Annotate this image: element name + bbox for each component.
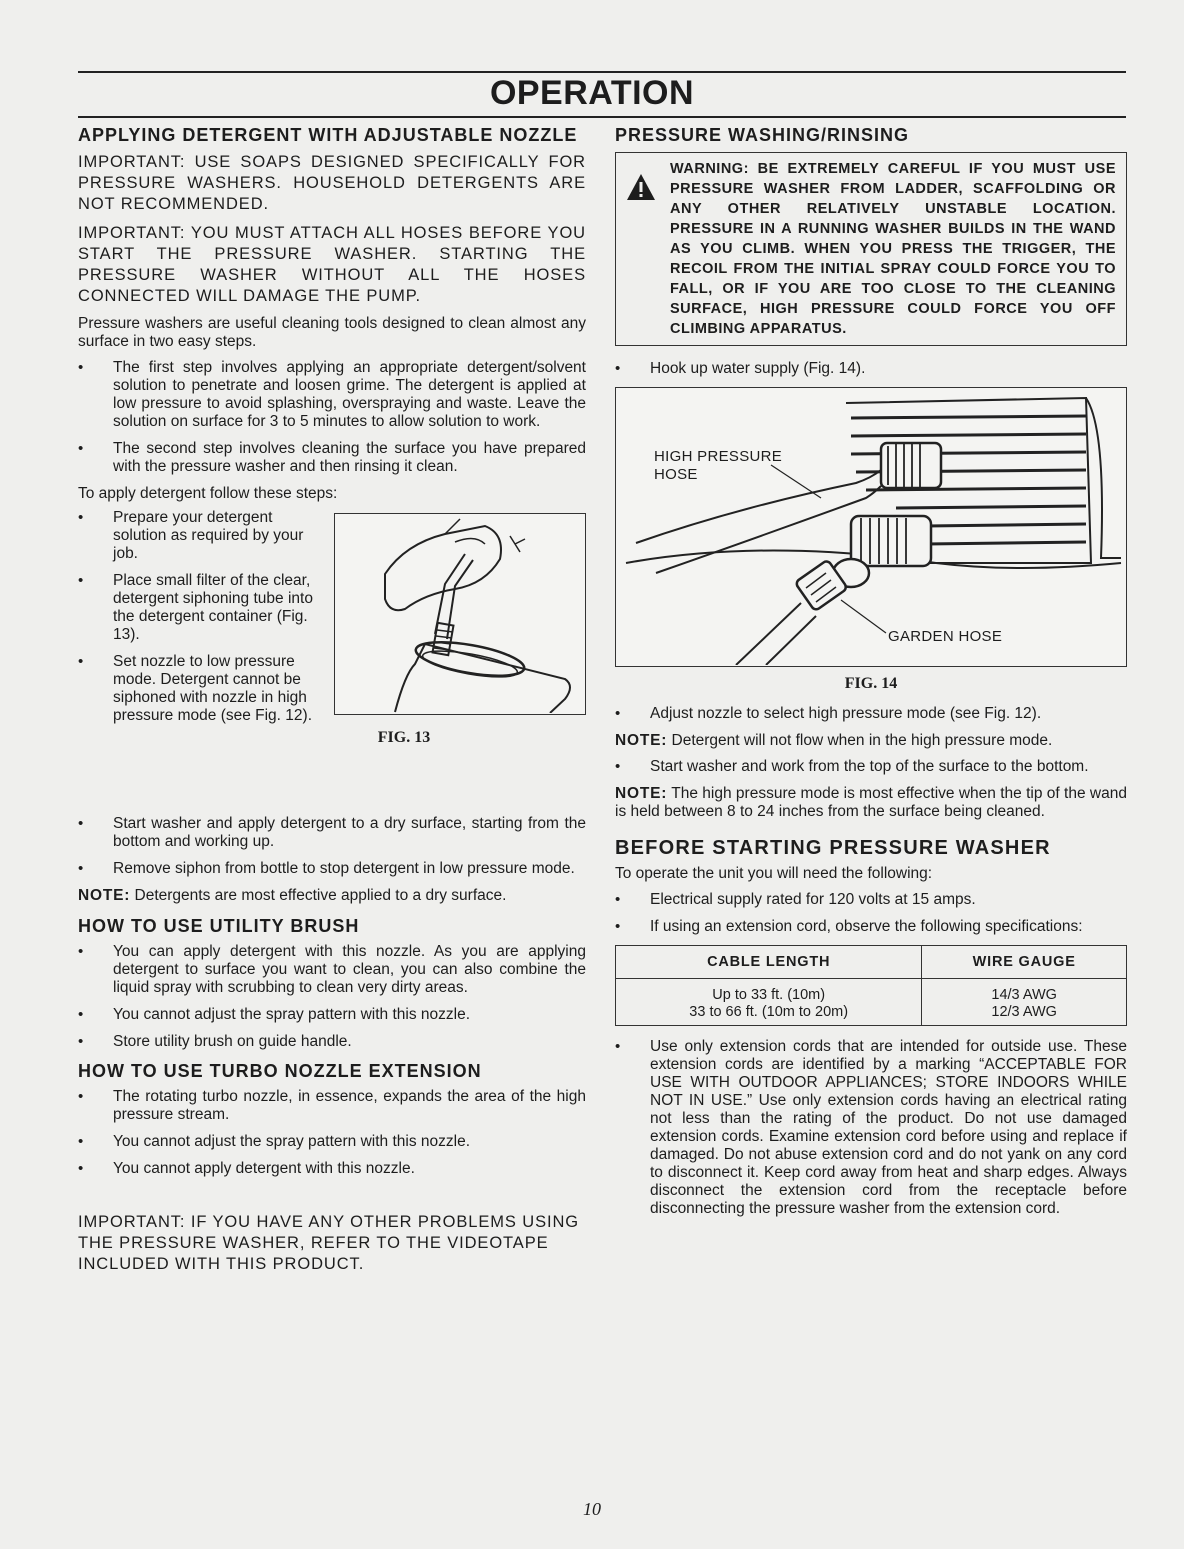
page-title: OPERATION — [489, 74, 695, 112]
warning-text: WARNING: BE EXTREMELY CAREFUL IF YOU MUST USE PRESSURE WASHER FROM LADDER, SCAFFOLDING OR ANY OTHER RELATIVELY UNSTABLE LOCATION. PRESSURE IN A RUNNING WASHER BUILDS IN THE WAND AS YOU CLIMB. WHEN YOU PRESS THE TRIGGER, THE RECOIL FROM THE INITIAL SPRAY COULD FORCE YOU TO FALL, OR IF YOU ARE TOO CLOSE TO THE CLEANING SURFACE, HIGH PRESSURE COULD FORCE YOU OFF CLIMBING APPARATUS. — [670, 161, 1116, 337]
right-column — [615, 124, 1127, 1227]
note-distance — [615, 785, 1127, 821]
note-text: Detergent will not flow when in the high pressure mode. — [667, 732, 1053, 749]
list-item: • Start washer and work from the top of the surface to the bottom. — [615, 758, 1127, 776]
siphon-bottle-drawing — [335, 514, 584, 713]
high-pressure-hose-label — [654, 448, 782, 484]
list-item: • The first step involves applying an appropriate detergent/solvent solution to penetrate and loosen grime. The detergent is applied at low pressure to avoid splashing, overspraying and waste. Leave the solution on surface for 3 to 5 minutes to allow solution to work. — [78, 359, 586, 431]
before-list — [615, 891, 1127, 936]
label-line: HIGH PRESSURE — [654, 448, 783, 465]
cord-list — [615, 1038, 1127, 1218]
adjust-list — [615, 705, 1127, 723]
important-videotape: IMPORTANT: IF YOU HAVE ANY OTHER PROBLEMS USING THE PRESSURE WASHER, REFER TO THE VIDEOTAPE INCLUDED WITH THIS PRODUCT. — [78, 1213, 580, 1273]
turbo-heading: HOW TO USE TURBO NOZZLE EXTENSION — [78, 1061, 482, 1081]
table-cell: Up to 33 ft. (10m) — [616, 979, 922, 1005]
note-label: NOTE: — [615, 732, 668, 749]
table-cell: 12/3 AWG — [922, 1004, 1127, 1026]
list-item: • Set nozzle to low pressure mode. Detergent cannot be siphoned with nozzle in high pressure mode (see Fig. 12). — [78, 653, 330, 725]
column-header-wire-gauge: WIRE GAUGE — [922, 946, 1127, 979]
list-item: • Place small filter of the clear, detergent siphoning tube into the detergent container (Fig. 13). — [78, 572, 330, 644]
left-column — [78, 124, 586, 1283]
table-header-row — [616, 946, 1127, 979]
list-item: • You cannot apply detergent with this nozzle. — [78, 1160, 586, 1178]
list-item: • If using an extension cord, observe the following specifications: — [615, 918, 1127, 936]
page-number: 10 — [583, 1499, 601, 1519]
apply-bullets — [78, 815, 586, 878]
before-heading: BEFORE STARTING PRESSURE WASHER — [615, 837, 1051, 859]
label-line: HOSE — [654, 466, 698, 483]
column-header-cable-length: CABLE LENGTH — [616, 946, 922, 979]
brush-list — [78, 943, 586, 1051]
list-item: • Prepare your detergent solution as required by your job. — [78, 509, 330, 563]
table-cell: 14/3 AWG — [922, 979, 1127, 1005]
rinsing-heading: PRESSURE WASHING/RINSING — [615, 125, 910, 145]
fig14-caption: FIG. 14 — [844, 675, 898, 692]
list-item: • Hook up water supply (Fig. 14). — [615, 360, 1127, 378]
list-item: • Remove siphon from bottle to stop detergent in low pressure mode. — [78, 860, 586, 878]
list-item: • You cannot adjust the spray pattern with this nozzle. — [78, 1006, 586, 1024]
turbo-list — [78, 1088, 586, 1178]
intro-text: Pressure washers are useful cleaning tools designed to clean almost any surface in two easy steps. — [78, 315, 586, 350]
note-text: The high pressure mode is most effective when the tip of the wand is held between 8 to 24 inches from the surface being cleaned. — [615, 785, 1127, 820]
detergent-heading: APPLYING DETERGENT WITH ADJUSTABLE NOZZLE — [78, 125, 578, 145]
note-text: Detergents are most effective applied to a dry surface. — [130, 887, 507, 904]
list-item: • You cannot adjust the spray pattern with this nozzle. — [78, 1133, 586, 1151]
start-list — [615, 758, 1127, 776]
list-item: • You can apply detergent with this nozzle. As you are applying detergent to surface you want to clean, you can also combine the liquid spray with scrubbing to clean very dirty areas. — [78, 943, 586, 997]
steps-list — [78, 359, 586, 476]
before-intro: To operate the unit you will need the following: — [615, 865, 933, 882]
table-row — [616, 1004, 1127, 1026]
warning-box — [615, 152, 1127, 346]
list-item: • Start washer and apply detergent to a dry surface, starting from the bottom and working up. — [78, 815, 586, 851]
fig13-bullets — [78, 509, 330, 725]
list-item: • Electrical supply rated for 120 volts at 15 amps. — [615, 891, 1127, 909]
table-cell: 33 to 66 ft. (10m to 20m) — [616, 1004, 922, 1026]
follow-steps-text: To apply detergent follow these steps: — [78, 485, 338, 502]
hookup-list — [615, 360, 1127, 378]
list-item: • The second step involves cleaning the surface you have prepared with the pressure washer and then rinsing it clean. — [78, 440, 586, 476]
brush-heading: HOW TO USE UTILITY BRUSH — [78, 916, 360, 936]
hose-connection-drawing — [616, 388, 1125, 665]
note-label: NOTE: — [615, 785, 668, 802]
list-item: • Use only extension cords that are intended for outside use. These extension cords are identified by a marking “ACCEPTABLE FOR USE WITH OUTDOOR APPLIANCES; STORE INDOORS WHILE NOT IN USE.” Use only extension cords having an electrical rating not less than the rating of the product. Do not use damaged extension cords. Examine extension cord before using and replace if damaged. Do not abuse extension cord and do not yank on any cord to disconnect it. Keep cord away from heat and sharp edges. Always disconnect the extension cord from the receptacle before disconnecting the pressure washer from the extension cord. — [615, 1038, 1127, 1218]
fig14-illustration — [615, 387, 1127, 667]
list-item: • The rotating turbo nozzle, in essence, expands the area of the high pressure stream. — [78, 1088, 586, 1124]
important-hoses: IMPORTANT: YOU MUST ATTACH ALL HOSES BEFORE YOU START THE PRESSURE WASHER. STARTING THE PRESSURE WASHER WITHOUT ALL THE HOSES CONNECTED WILL DAMAGE THE PUMP. — [78, 224, 586, 305]
important-soaps: IMPORTANT: USE SOAPS DESIGNED SPECIFICALLY FOR PRESSURE WASHERS. HOUSEHOLD DETERGENTS ARE NOT RECOMMENDED. — [78, 153, 586, 213]
extension-cord-table — [615, 945, 1127, 1026]
top-rule — [78, 71, 1126, 73]
table-row — [616, 979, 1127, 1005]
fig13-illustration — [334, 513, 586, 715]
note-high-pressure — [615, 732, 1127, 750]
detergent-note — [78, 887, 586, 905]
fig13-caption: FIG. 13 — [377, 729, 431, 746]
list-item: • Adjust nozzle to select high pressure mode (see Fig. 12). — [615, 705, 1127, 723]
warning-icon — [626, 159, 658, 339]
title-rule — [78, 116, 1126, 118]
note-label: NOTE: — [78, 887, 131, 904]
fig13-section — [78, 509, 586, 811]
garden-hose-label: GARDEN HOSE — [888, 628, 1003, 645]
list-item: • Store utility brush on guide handle. — [78, 1033, 586, 1051]
